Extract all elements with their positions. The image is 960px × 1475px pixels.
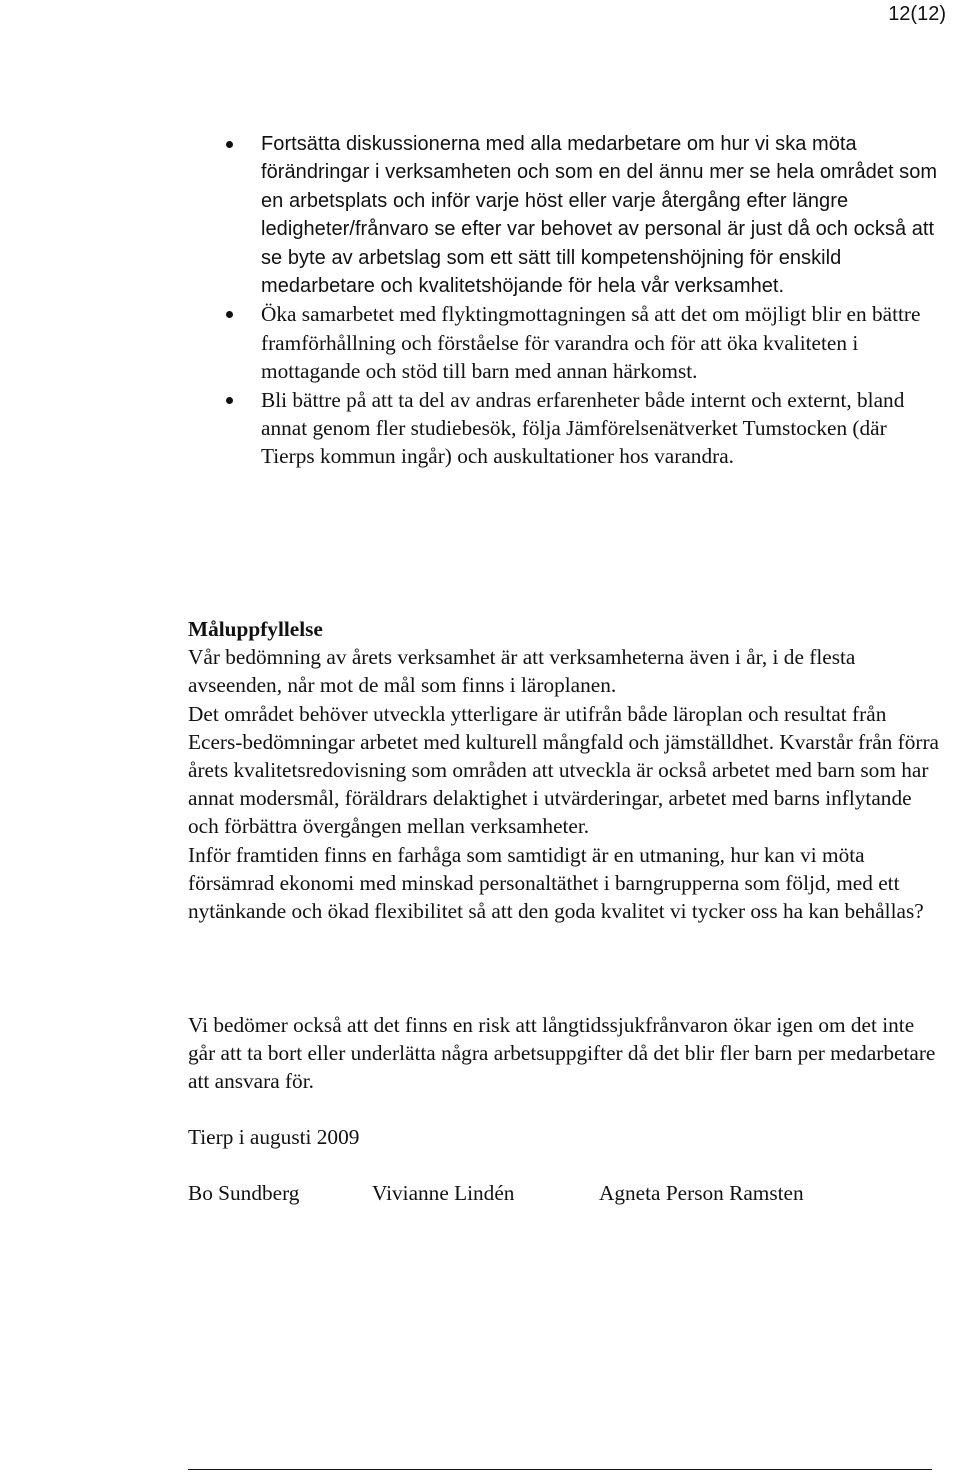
- signatory-name: Vivianne Lindén: [372, 1181, 515, 1205]
- section-heading: Måluppfyllelse: [188, 617, 323, 641]
- future-paragraph: Inför framtiden finns en farhåga som samtidigt är en utmaning, hur kan vi möta försämrad ekonomi med minskad personaltäthet i barngrupperna som följd, med ett nytänkande och ökad flexibilitet så att den goda kvalitet vi tycker oss ha kan behållas?: [188, 842, 924, 924]
- bullet-dot-icon: [226, 311, 233, 318]
- bullet-text: Fortsätta diskussionerna med alla medarbetare om hur vi ska möta förändringar i verksamheten och som en del ännu mer se hela området som en arbetsplats och inför varje höst eller varje återgång efter längre ledigheter/frånvaro se efter var behovet av personal är just då och också att se byte av arbetslag som ett sätt till kompetenshöjning för enskild medarbetare och kvalitetshöjande för hela vår verksamhet.: [261, 133, 938, 298]
- bullet-item: [0, 300, 960, 385]
- footer-divider: [188, 1469, 932, 1470]
- goal-section: [188, 615, 940, 925]
- risk-section: [188, 1011, 940, 1096]
- assessment-paragraph: Vår bedömning av årets verksamhet är att verksamheterna även i år, i de flesta avseenden, når mot de mål som finns i läroplanen.: [188, 645, 856, 698]
- bullet-dot-icon: [226, 141, 233, 148]
- risk-paragraph: Vi bedömer också att det finns en risk att långtidssjukfrånvaron ökar igen om det inte går att ta bort eller underlätta några arbetsuppgifter då det blir fler barn per medarbetare att ansvara för.: [188, 1013, 936, 1094]
- place-date: Tierp i augusti 2009: [188, 1125, 360, 1149]
- bullet-list: [0, 130, 960, 471]
- signatory-name: Bo Sundberg: [188, 1181, 300, 1205]
- signature-row: [0, 1179, 960, 1209]
- signatory-name: Agneta Person Ramsten: [599, 1181, 804, 1205]
- development-paragraph: Det området behöver utveckla ytterligare är utifrån både läroplan och resultat från Ecers-bedömningar arbetet med kulturell mångfald och jämställdhet. Kvarstår från förra årets kvalitetsredovisning som områden att utveckla är också arbetet med barn som har annat modersmål, föräldrars delaktighet i utvärderingar, arbetet med barns inflytande och förbättra övergången mellan verksamheter.: [188, 701, 940, 839]
- bullet-item: [0, 386, 960, 471]
- bullet-dot-icon: [226, 397, 233, 404]
- bullet-item: [0, 130, 960, 300]
- bullet-text: Bli bättre på att ta del av andras erfarenheter både internt och externt, bland annat genom fler studiebesök, följa Jämförelsenätverket Tumstocken (där Tierps kommun ingår) och auskultationer hos varandra.: [261, 387, 905, 469]
- page-number: 12(12): [888, 3, 946, 25]
- bullet-text: Öka samarbetet med flyktingmottagningen så att det om möjligt blir en bättre framförhållning och förståelse för varandra och för att öka kvaliteten i mottagande och stöd till barn med annan härkomst.: [261, 302, 921, 384]
